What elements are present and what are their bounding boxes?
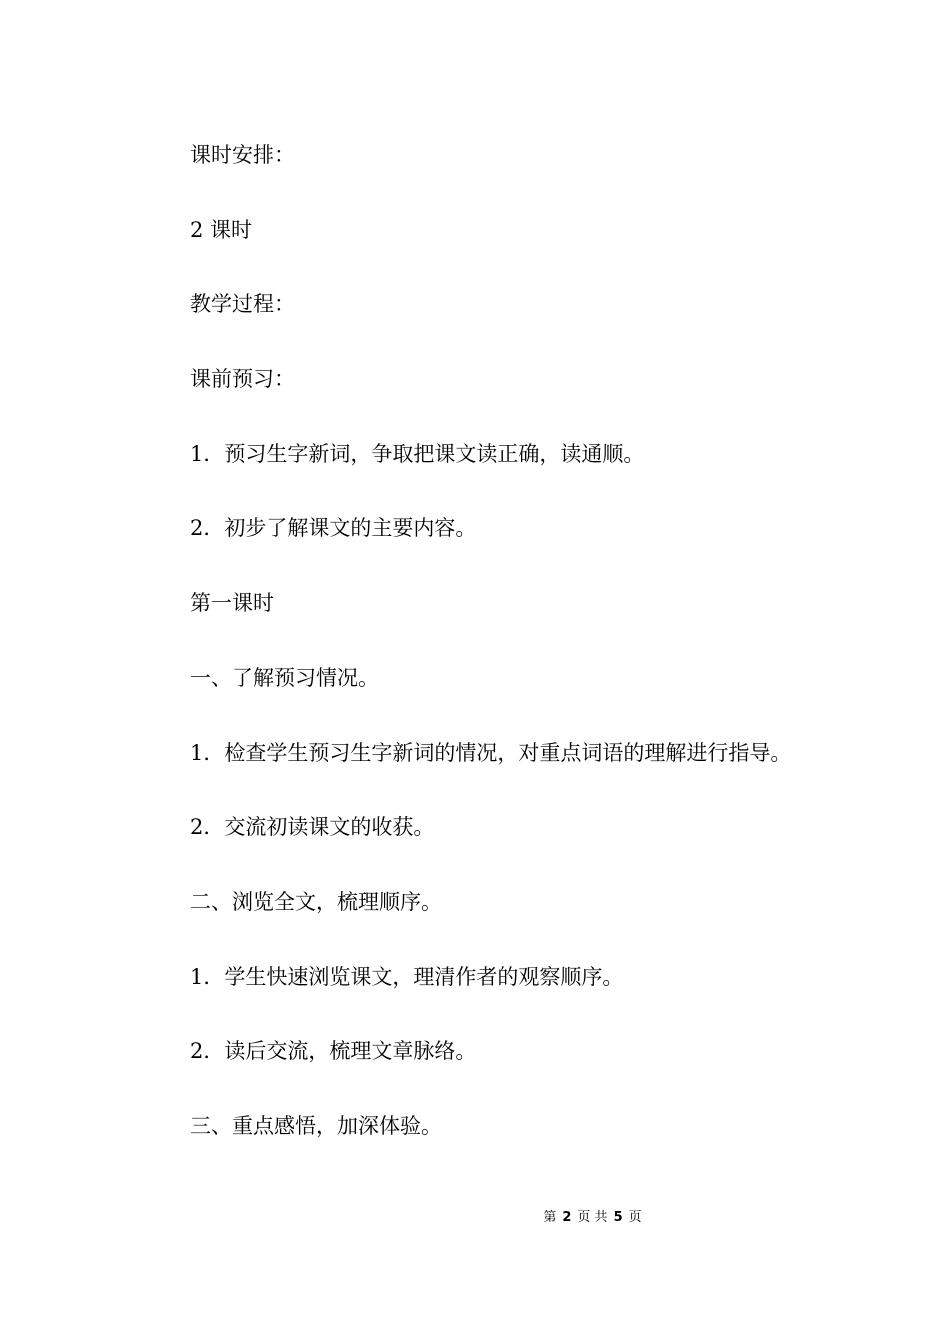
text-line: 第一课时: [190, 591, 274, 616]
text-line: 一、了解预习情况。: [190, 665, 379, 690]
text-line: 二、浏览全文，梳理顺序。: [190, 889, 442, 914]
text-line: 1．预习生字新词，争取把课文读正确，读通顺。: [190, 441, 645, 466]
footer-current-page: 2: [562, 1210, 572, 1225]
footer-total-pages: 5: [613, 1210, 623, 1225]
page-footer: [0, 1208, 950, 1228]
footer-prefix: 第: [543, 1210, 557, 1225]
text-line: 2．读后交流，梳理文章脉络。: [190, 1039, 477, 1064]
text-line: 教学过程：: [190, 292, 295, 317]
text-line: 课前预习：: [190, 367, 295, 392]
text-line: 2．交流初读课文的收获。: [190, 815, 435, 840]
text-line: 2 课时: [190, 217, 253, 242]
text-line: 2．初步了解课文的主要内容。: [190, 516, 477, 541]
text-line: 1．检查学生预习生字新词的情况，对重点词语的理解进行指导。: [190, 740, 792, 765]
text-line: 三、重点感悟，加深体验。: [190, 1113, 442, 1138]
document-body: [190, 138, 870, 1184]
text-line: 1．学生快速浏览课文，理清作者的观察顺序。: [190, 964, 624, 989]
text-line: 课时安排：: [190, 143, 295, 167]
footer-suffix: 页: [628, 1210, 642, 1225]
footer-middle: 页 共: [577, 1210, 608, 1225]
